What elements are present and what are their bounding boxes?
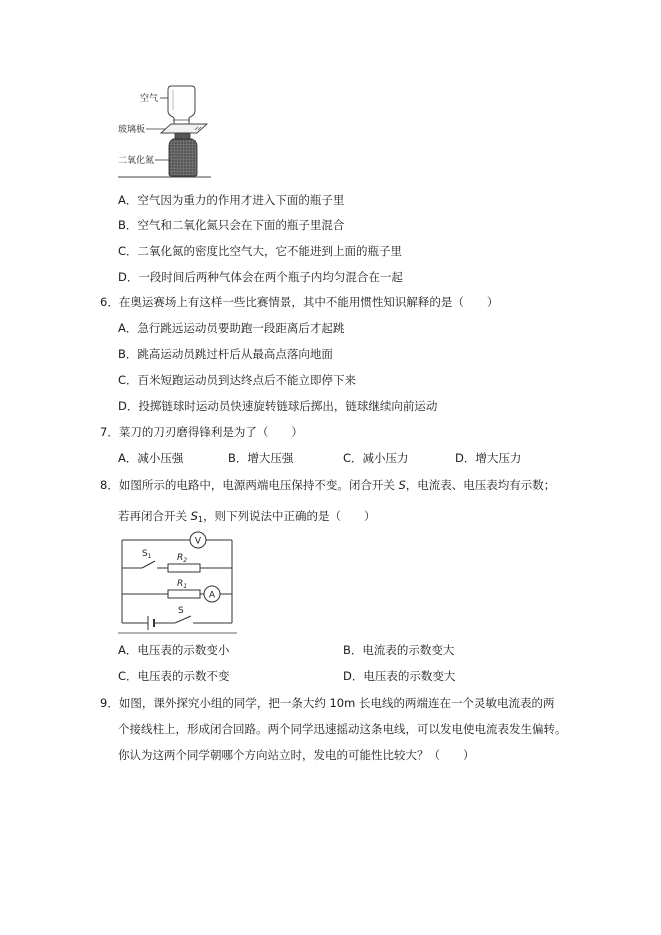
q8-stem-line2-after: ，则下列说法中正确的是（ ） <box>203 509 376 523</box>
q7-option-d: D．增大压力 <box>455 451 522 465</box>
label-air: 空气 <box>140 94 159 104</box>
resistor-r1 <box>168 590 200 598</box>
q9-stem-line1: 9．如图，课外探究小组的同学，把一条大约 10m 长电线的两端连在一个灵敏电流表的两 <box>100 696 555 710</box>
q8-switch-s-symbol: S <box>398 478 406 492</box>
switch-s1-blade <box>142 561 155 568</box>
q8-switch-s1-symbol: S <box>190 509 198 523</box>
q7-option-c: C．减小压力 <box>343 451 409 465</box>
resistor-r1-label: $R_1$ <box>177 579 188 590</box>
upper-bottle <box>168 86 195 124</box>
ammeter-label: A <box>208 590 216 601</box>
q8-option-a: A．电压表的示数变小 <box>118 643 230 657</box>
lower-bottle <box>169 139 197 176</box>
q5-option-b: B．空气和二氧化氮只会在下面的瓶子里混合 <box>118 218 345 232</box>
voltmeter-label: V <box>194 536 202 547</box>
q8-stem-line1-after: ，电流表、电压表均有示数； <box>405 478 556 492</box>
circuit-diagram <box>115 528 240 638</box>
q6-option-a: A．急行跳远运动员要助跑一段距离后才起跳 <box>118 321 345 335</box>
q6-stem: 6．在奥运赛场上有这样一些比赛情景，其中不能用惯性知识解释的是（ ） <box>100 295 499 309</box>
q5-option-a: A．空气因为重力的作用才进入下面的瓶子里 <box>118 193 345 207</box>
q6-option-c: C．百米短跑运动员到达终点后不能立即停下来 <box>118 373 357 387</box>
q8-switch-s1-subscript: 1 <box>197 515 204 524</box>
diffusion-bottles-figure <box>115 82 215 182</box>
switch-s-blade <box>175 616 191 623</box>
q5-option-c: C．二氧化氮的密度比空气大，它不能进到上面的瓶子里 <box>118 244 403 258</box>
q9-stem-line3: 你认为这两个同学朝哪个方向站立时，发电的可能性比较大？（ ） <box>118 748 475 762</box>
q8-stem-line2 <box>118 508 376 524</box>
q7-option-a: A．减小压强 <box>118 451 184 465</box>
switch-s1-label: $S_1$ <box>142 549 152 560</box>
q5-option-d: D．一段时间后两种气体会在两个瓶子内均匀混合在一起 <box>118 270 403 284</box>
q6-option-d: D．投掷链球时运动员快速旋转链球后掷出，链球继续向前运动 <box>118 399 438 413</box>
q9-stem-line2: 个接线柱上，形成闭合回路。两个同学迅速摇动这条电线，可以发电使电流表发生偏转。 <box>118 722 567 736</box>
resistor-r2-label: $R_2$ <box>177 553 188 564</box>
switch-s-label: S <box>178 606 184 616</box>
q7-stem: 7．菜刀的刀刃磨得锋利是为了（ ） <box>100 425 303 439</box>
label-no2: 二氧化氮 <box>118 156 155 166</box>
q7-option-b: B．增大压强 <box>228 451 294 465</box>
label-glass-plate: 玻璃板 <box>118 125 146 135</box>
q8-option-d: D．电压表的示数变大 <box>343 669 456 683</box>
q8-stem-line1 <box>100 477 555 493</box>
lower-bottle-neck <box>175 133 190 139</box>
q8-stem-line1-before: 8．如图所示的电路中，电源两端电压保持不变。闭合开关 <box>100 478 399 492</box>
q8-stem-line2-before: 若再闭合开关 <box>118 509 191 523</box>
q8-option-b: B．电流表的示数变大 <box>343 643 455 657</box>
glass-plate <box>161 124 207 133</box>
q6-option-b: B．跳高运动员跳过杆后从最高点落向地面 <box>118 347 333 361</box>
resistor-r2 <box>168 564 200 572</box>
q8-option-c: C．电压表的示数不变 <box>118 669 230 683</box>
